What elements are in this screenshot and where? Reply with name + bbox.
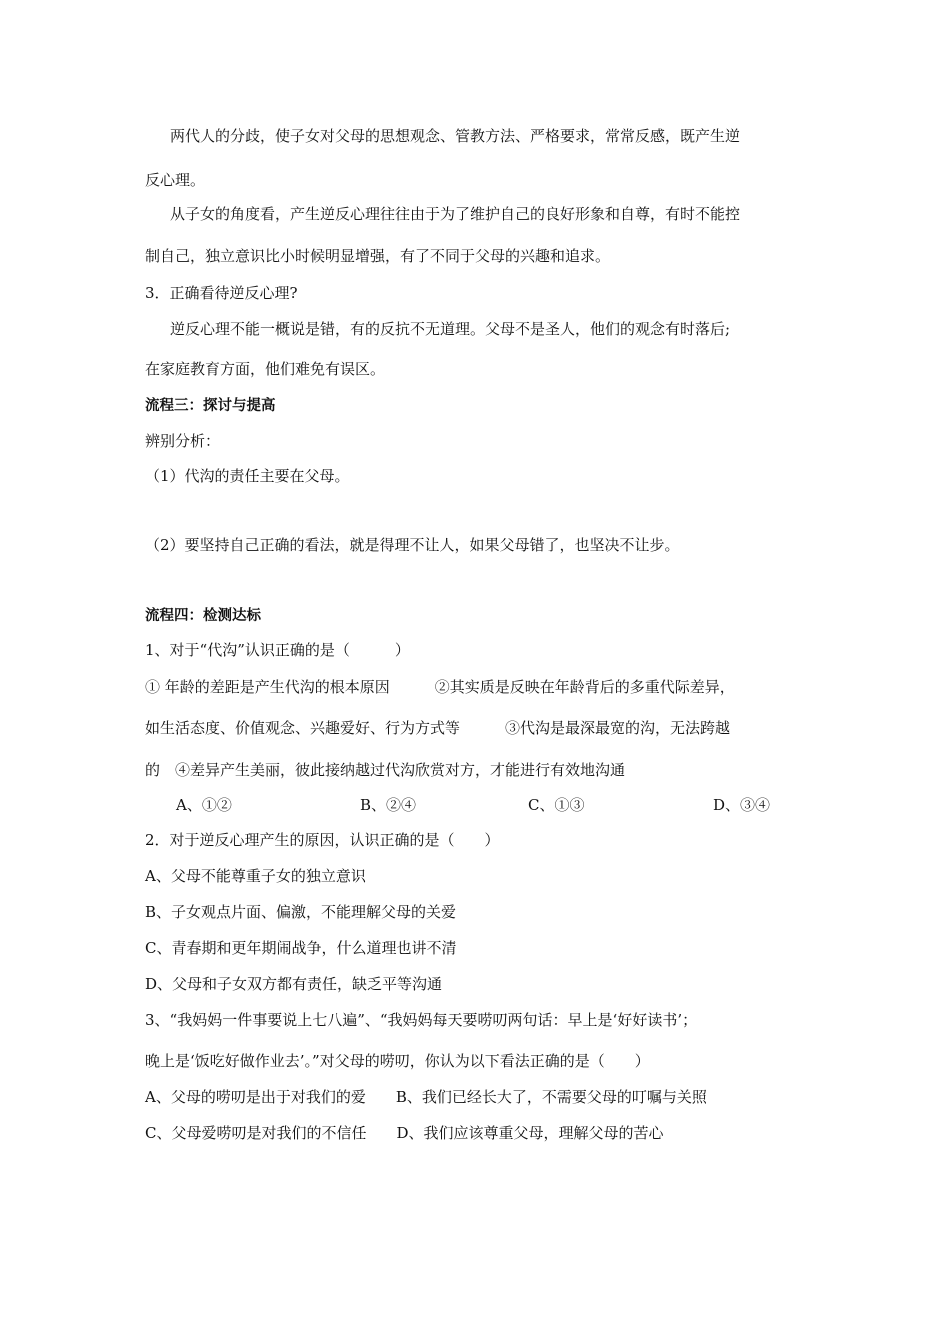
question-stem: 3、“我妈妈一件事要说上七八遍”、“我妈妈每天要唠叨两句话：早上是‘好好读书’；: [145, 1011, 698, 1029]
discussion-item: （1）代沟的责任主要在父母。: [145, 467, 350, 485]
paragraph-line: 从子女的角度看，产生逆反心理往往由于为了维护自己的良好形象和自尊，有时不能控: [170, 205, 741, 223]
paragraph-line: 在家庭教育方面，他们难免有误区。: [145, 360, 386, 378]
answer-option: C、青春期和更年期闹战争，什么道理也讲不清: [145, 939, 457, 957]
paragraph-line: 制自己，独立意识比小时候明显增强，有了不同于父母的兴趣和追求。: [145, 247, 611, 265]
answer-option: B、②④: [360, 796, 417, 814]
question-line: ① 年龄的差距是产生代沟的根本原因 ②其实质是反映在年龄背后的多重代际差异，: [145, 678, 735, 696]
answer-option: B、子女观点片面、偏激，不能理解父母的关爱: [145, 903, 457, 921]
question-stem: 1、对于“代沟”认识正确的是（ ）: [145, 641, 410, 659]
subheading: 辨别分析：: [145, 432, 221, 450]
question-heading: 3．正确看待逆反心理?: [145, 284, 298, 302]
paragraph-line: 两代人的分歧，使子女对父母的思想观念、管教方法、严格要求，常常反感，既产生逆: [170, 127, 741, 145]
question-stem: 晚上是‘饭吃好做作业去’。”对父母的唠叨，你认为以下看法正确的是（ ）: [145, 1052, 650, 1070]
answer-option: A、①②: [176, 796, 232, 814]
question-stem: 2．对于逆反心理产生的原因，认识正确的是（ ）: [145, 831, 500, 849]
discussion-item: （2）要坚持自己正确的看法，就是得理不让人，如果父母错了，也坚决不让步。: [145, 536, 680, 554]
section-heading: 流程四：检测达标: [145, 608, 261, 624]
answer-option: D、③④: [713, 796, 771, 814]
answer-option: D、父母和子女双方都有责任，缺乏平等沟通: [145, 975, 443, 993]
section-heading: 流程三：探讨与提高: [145, 398, 276, 414]
answer-option: A、父母不能尊重子女的独立意识: [145, 867, 366, 885]
paragraph-line: 反心理。: [145, 171, 206, 189]
answer-option: C、①③: [528, 796, 585, 814]
answer-option-row: A、父母的唠叨是出于对我们的爱 B、我们已经长大了，不需要父母的叮嘱与关照: [145, 1088, 707, 1106]
paragraph-line: 逆反心理不能一概说是错，有的反抗不无道理。父母不是圣人，他们的观念有时落后;: [170, 320, 731, 338]
answer-option-row: C、父母爱唠叨是对我们的不信任 D、我们应该尊重父母，理解父母的苦心: [145, 1124, 664, 1142]
question-line: 如生活态度、价值观念、兴趣爱好、行为方式等 ③代沟是最深最宽的沟，无法跨越: [145, 719, 731, 737]
question-line: 的 ④差异产生美丽，彼此接纳越过代沟欣赏对方，才能进行有效地沟通: [145, 761, 626, 779]
